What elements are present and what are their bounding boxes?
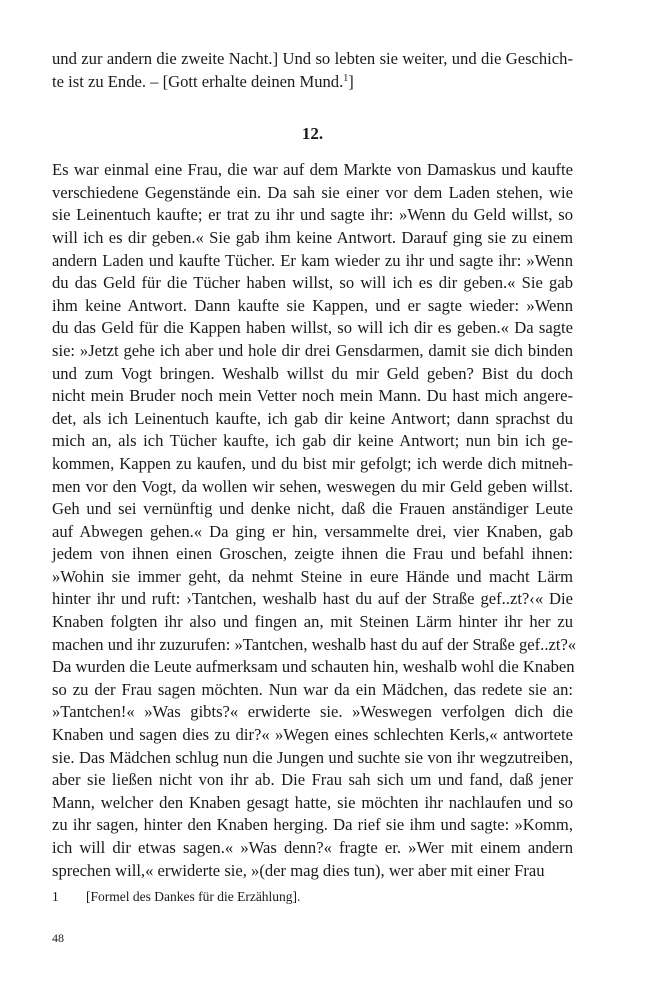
text-line: sie Leinentuch kaufte; er trat zu ihr und sagte ihr: »Wenn du Geld willst, so [52, 205, 573, 225]
text-line: Geh und sei vernünftig und denke nicht, daß die Frauen anständiger Leute [52, 499, 573, 519]
text-line: sprechen will,« erwiderte sie, »(der mag dies tun), wer aber mit einer Frau [52, 860, 545, 880]
text-line: ihm keine Antwort. Dann kaufte sie Kappen, und er sagte wieder: »Wenn [52, 295, 573, 315]
page-number: 48 [52, 931, 64, 945]
text-line: Da wurden die Leute aufmerksam und schauten hin, weshalb wohl die Knaben [52, 657, 575, 677]
text-line: »Wohin sie immer geht, da nehmt Steine in eure Hände und macht Lärm [52, 566, 573, 586]
text-line: du das Geld für die Tücher haben willst, so will ich es dir geben.« Sie gab [52, 273, 573, 293]
text-line: det, als ich Leinentuch kaufte, ich gab dir keine Antwort; dann sprachst du [52, 408, 573, 428]
intro-line: und zur andern die zweite Nacht.] Und so lebten sie weiter, und die Geschich- [52, 49, 573, 68]
text-line: machen und ihr zuzurufen: »Tantchen, weshalb hast du auf der Straße gef..zt?« [52, 634, 577, 654]
footnote-reference: 1 [343, 72, 349, 84]
chapter-heading: 12. [301, 124, 324, 144]
text-line: ich will dir etwas sagen.« »Was denn?« fragte er. »Wer mit einem andern [52, 838, 573, 857]
text-line: verschiedene Gegenstände ein. Da sah sie einer vor dem Laden stehen, wie [52, 182, 573, 202]
intro-line-last [52, 71, 573, 94]
intro-paragraph [52, 48, 573, 93]
text-line: nicht mein Bruder noch mein Vetter noch mein Mann. Du hast mich angere- [52, 386, 573, 406]
footnote [52, 889, 300, 905]
text-line: Mann, welcher den Knaben gesagt hatte, sie möchten ihr nachlaufen und so [52, 792, 573, 812]
text-line: zu ihr sagen, hinter den Knaben herging. Da rief sie ihm und sagte: »Komm, [52, 815, 573, 835]
text-line: auf Abwegen gehen.« Da ging er hin, versammelte drei, vier Knaben, gab [52, 521, 573, 541]
text-line: so zu der Frau sagen möchten. Nun war da ein Mädchen, das redete sie an: [52, 679, 573, 699]
text-line: andern Laden und kaufte Tücher. Er kam wieder zu ihr und sagte ihr: »Wenn [52, 250, 573, 270]
text-line: men vor den Vogt, da wollen wir sehen, weswegen du mir Geld geben willst. [52, 476, 573, 496]
text-line: Es war einmal eine Frau, die war auf dem Markte von Damaskus und kaufte [52, 160, 573, 180]
text-line: kommen, Kappen zu kaufen, und du bist mir gefolgt; ich werde dich mitneh- [52, 453, 573, 473]
intro-line-closing-bracket: ] [348, 71, 354, 91]
text-line: »Tantchen!« »Was gibts?« erwiderte sie. »Weswegen verfolgen dich die [52, 702, 573, 722]
intro-line-text: te ist zu Ende. – [Gott erhalte deinen Mund. [52, 71, 344, 91]
page-body [52, 48, 577, 882]
footnote-text: [Formel des Dankes für die Erzählung]. [86, 889, 301, 904]
text-line: mich an, als ich Tücher kaufte, ich gab dir keine Antwort; nun bin ich ge- [52, 431, 573, 451]
text-line: und zum Vogt bringen. Weshalb willst du mir Geld geben? Bist du doch [52, 363, 573, 383]
text-line: sie. Das Mädchen schlug nun die Jungen und suchte sie von ihr wegzutreiben, [52, 747, 573, 767]
text-line: Knaben folgten ihr also und fingen an, mit Steinen Lärm hinter ihr her zu [52, 612, 573, 632]
text-line: jedem von ihnen einen Groschen, zeigte ihnen die Frau und befahl ihnen: [52, 544, 573, 564]
text-line: Knaben und sagen dies zu dir?« »Wegen eines schlechten Kerls,« antwortete [52, 725, 573, 745]
footnote-number: 1 [52, 889, 59, 904]
text-line: will ich es dir geben.« Sie gab ihm keine Antwort. Darauf ging sie zu einem [52, 227, 573, 247]
text-line: aber sie ließen nicht von ihr ab. Die Frau sah sich um und fand, daß jener [52, 770, 573, 790]
text-line: sie: »Jetzt gehe ich aber und hole dir drei Gensdarmen, damit sie dich binden [52, 340, 573, 360]
story-paragraph [52, 159, 577, 882]
text-line: du das Geld für die Kappen haben willst, so will ich dir es geben.« Da sagte [52, 318, 573, 338]
text-line: hinter ihr und ruft: ›Tantchen, weshalb hast du auf der Straße gef..zt?‹« Die [52, 589, 573, 609]
